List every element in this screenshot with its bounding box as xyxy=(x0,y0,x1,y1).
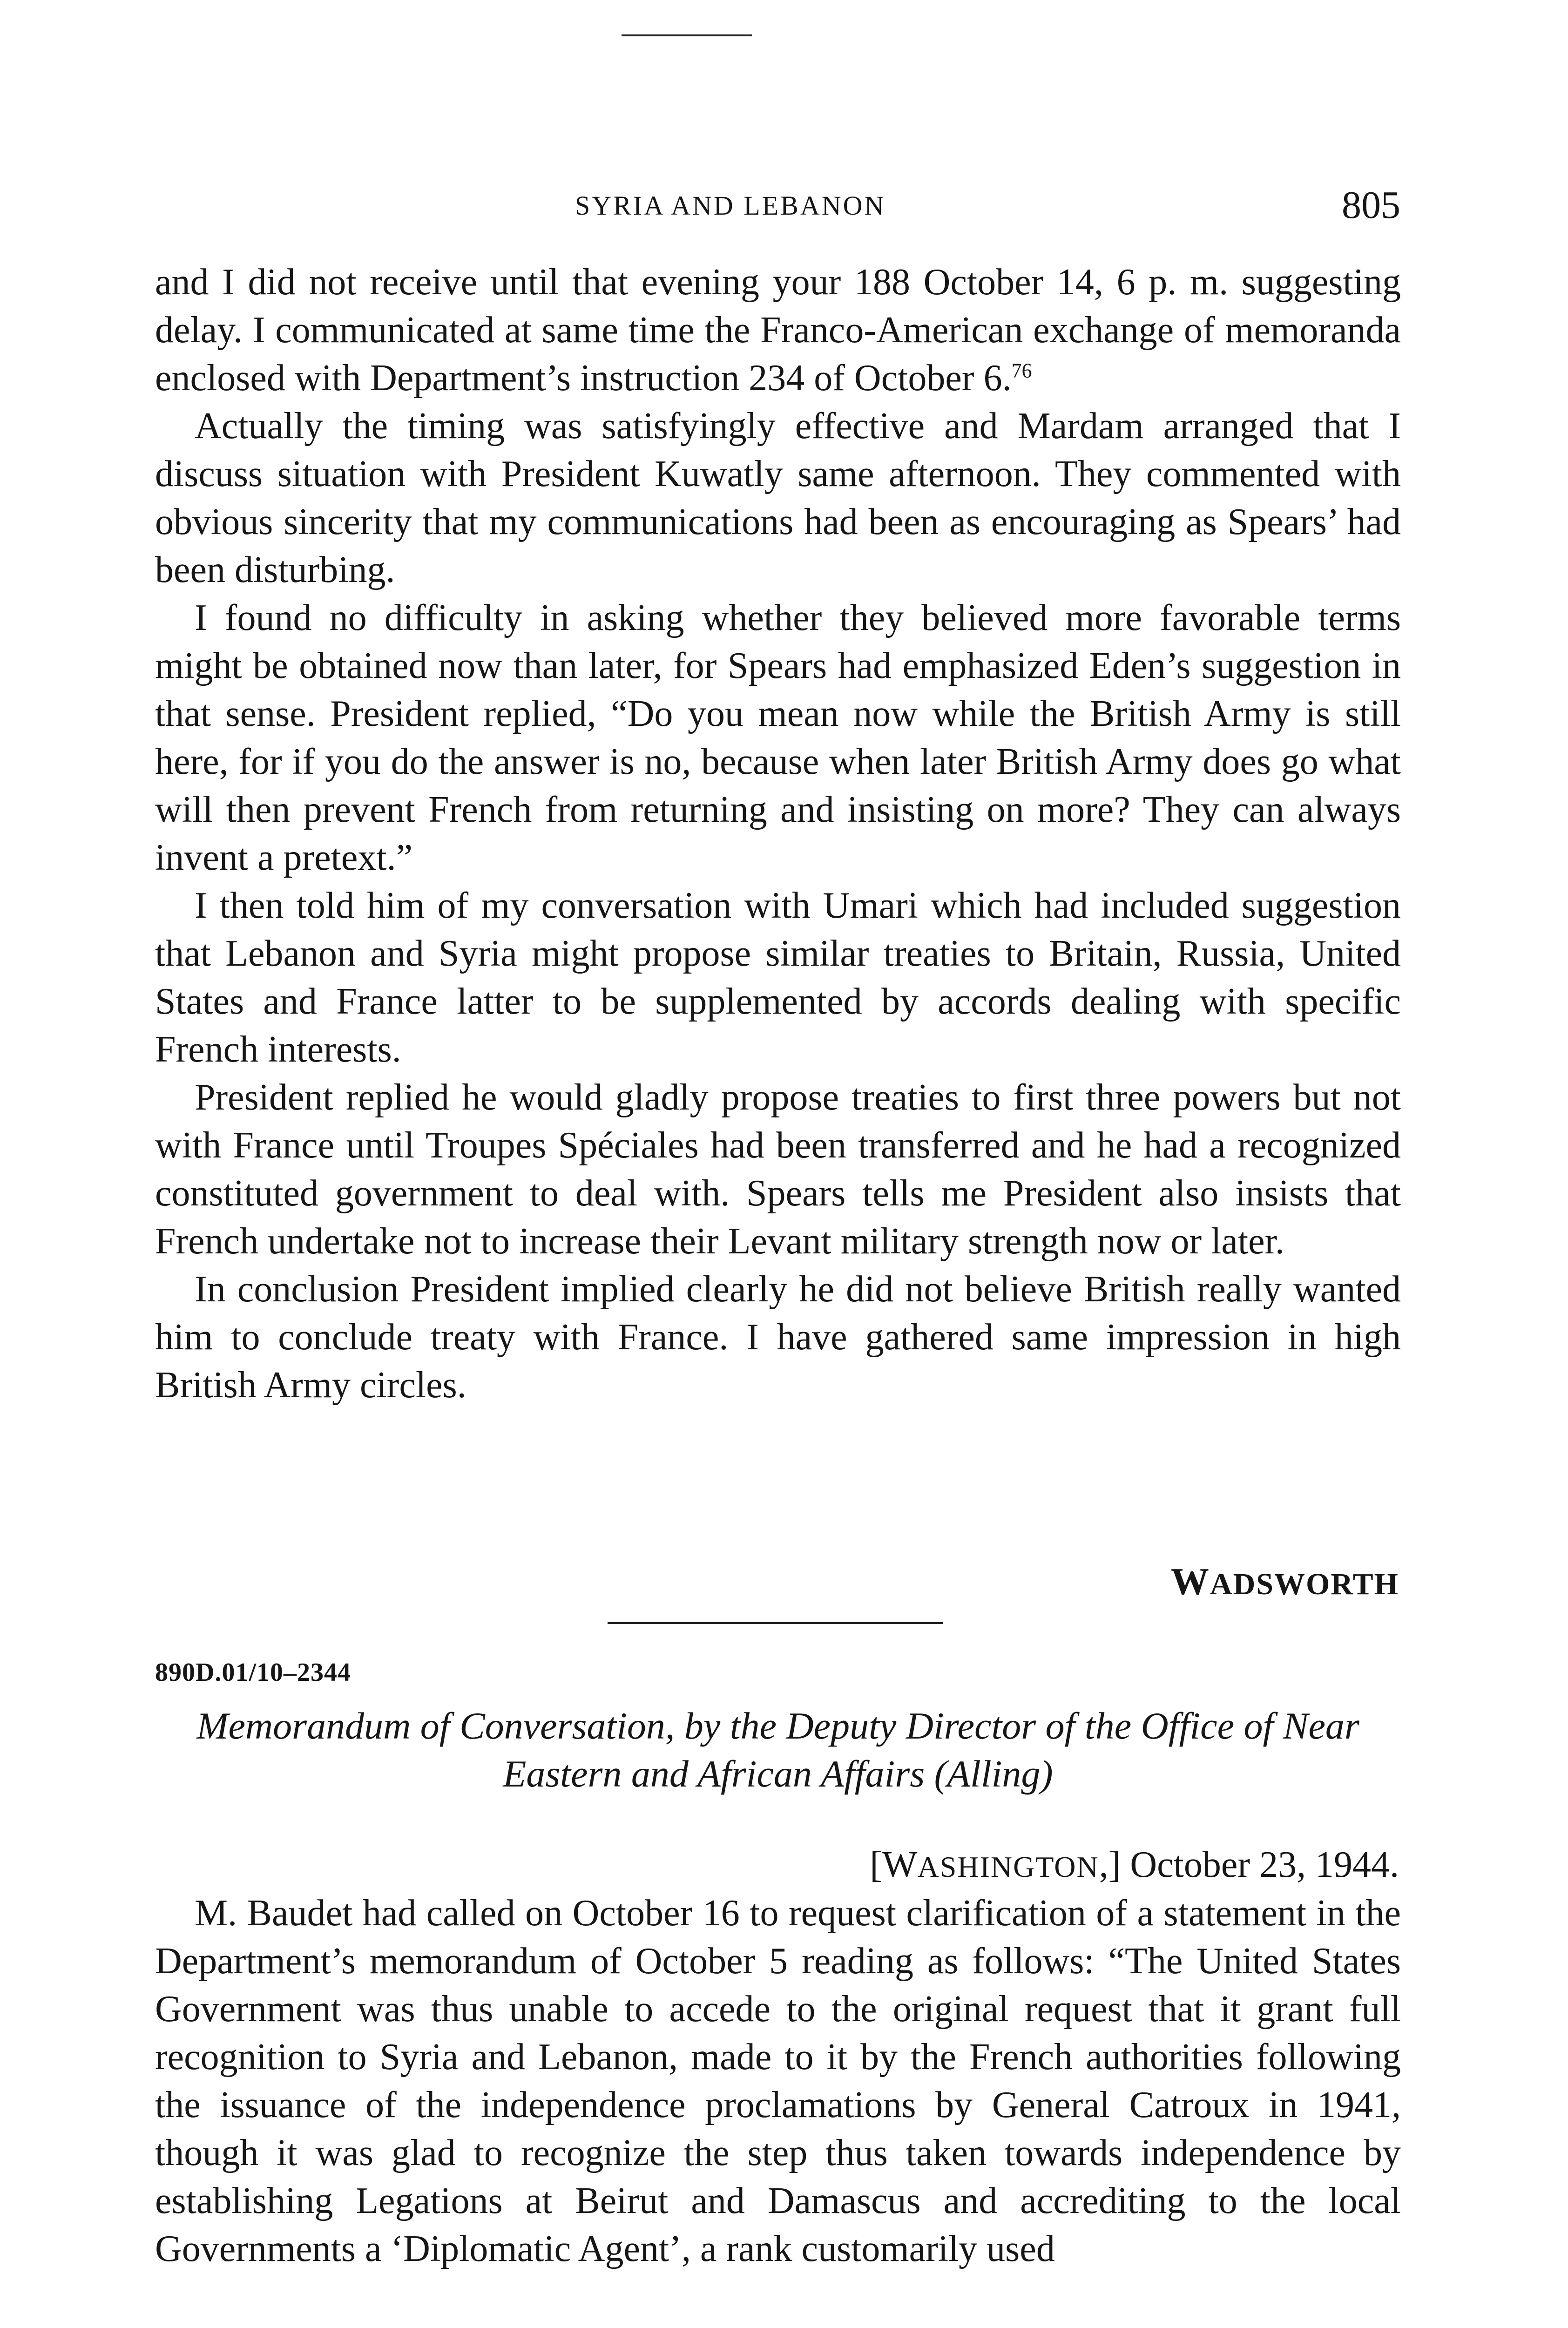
telegram-paragraph-6: In conclusion President implied clearly he did not believe British really wanted him to conclude treaty with France. I have gathered same impression in high British Army circles. xyxy=(155,1269,1401,1406)
dateline-close: ,] xyxy=(1099,1844,1121,1885)
signature-rest: ADSWORTH xyxy=(1210,1567,1399,1601)
memorandum-title: Memorandum of Conversation, by the Deputy Director of the Office of Near Eastern and African Affairs (Alling) xyxy=(196,1705,1359,1795)
signature xyxy=(1171,1560,1399,1604)
signature-initial: W xyxy=(1170,1560,1210,1603)
telegram-body xyxy=(155,258,1401,1409)
section-separator xyxy=(608,1622,943,1624)
file-number: 890D.01/10–2344 xyxy=(155,1658,351,1687)
telegram-paragraph-1 xyxy=(155,258,1401,402)
telegram-paragraph-5: President replied he would gladly propose treaties to first three powers but not with France until Troupes Spéciales had been transferred and he had a recognized constituted government to deal with. Spears tells me President also insists that French undertake not to increase their Levant military strength now or later. xyxy=(155,1077,1401,1262)
telegram-paragraph-3: I found no difficulty in asking whether they believed more favorable terms might be obtained now than later, for Spears had emphasized Eden’s suggestion in that sense. President replied, “Do you mean now while the British Army is still here, for if you do the answer is no, because when later British Army does go what will then prevent French from returning and insisting on more? They can always invent a pretext.” xyxy=(155,597,1401,878)
footnote-reference: 76 xyxy=(1011,359,1032,382)
dateline xyxy=(870,1844,1399,1886)
top-rule xyxy=(622,34,752,36)
paragraph-text: and I did not receive until that evening your 188 October 14, 6 p. m. suggesting delay. I communicated at same time the Franco-American exchange of memoranda enclosed with Department’s instruction 234 of October 6. xyxy=(155,262,1401,399)
memorandum-body xyxy=(155,1889,1401,2273)
telegram-paragraph-2: Actually the timing was satisfyingly effective and Mardam arranged that I discuss situation with President Kuwatly same afternoon. They commented with obvious sincerity that my communications had been as encouraging as Spears’ had been disturbing. xyxy=(155,406,1401,590)
telegram-paragraph-4: I then told him of my conversation with Umari which had included suggestion that Lebanon and Syria might propose similar treaties to Britain, Russia, United States and France latter to be supplemented by accords dealing with specific French interests. xyxy=(155,885,1401,1070)
page-number: 805 xyxy=(1342,183,1400,227)
dateline-date: October 23, 1944. xyxy=(1130,1844,1399,1885)
memorandum-paragraph-1: M. Baudet had called on October 16 to request clarification of a statement in the Department’s memorandum of October 5 reading as follows: “The United States Government was thus unable to accede to the original request that it grant full recognition to Syria and Lebanon, made to it by the French authorities following the issuance of the independence proclamations by General Catroux in 1941, though it was glad to recognize the step thus taken towards independence by establishing Legations at Beirut and Damascus and accrediting to the local Governments a ‘Diplomatic Agent’, a rank customarily used xyxy=(155,1893,1401,2269)
dateline-place: ASHINGTON xyxy=(917,1850,1099,1883)
running-head: SYRIA AND LEBANON xyxy=(575,190,886,221)
dateline-open: [W xyxy=(870,1844,918,1885)
